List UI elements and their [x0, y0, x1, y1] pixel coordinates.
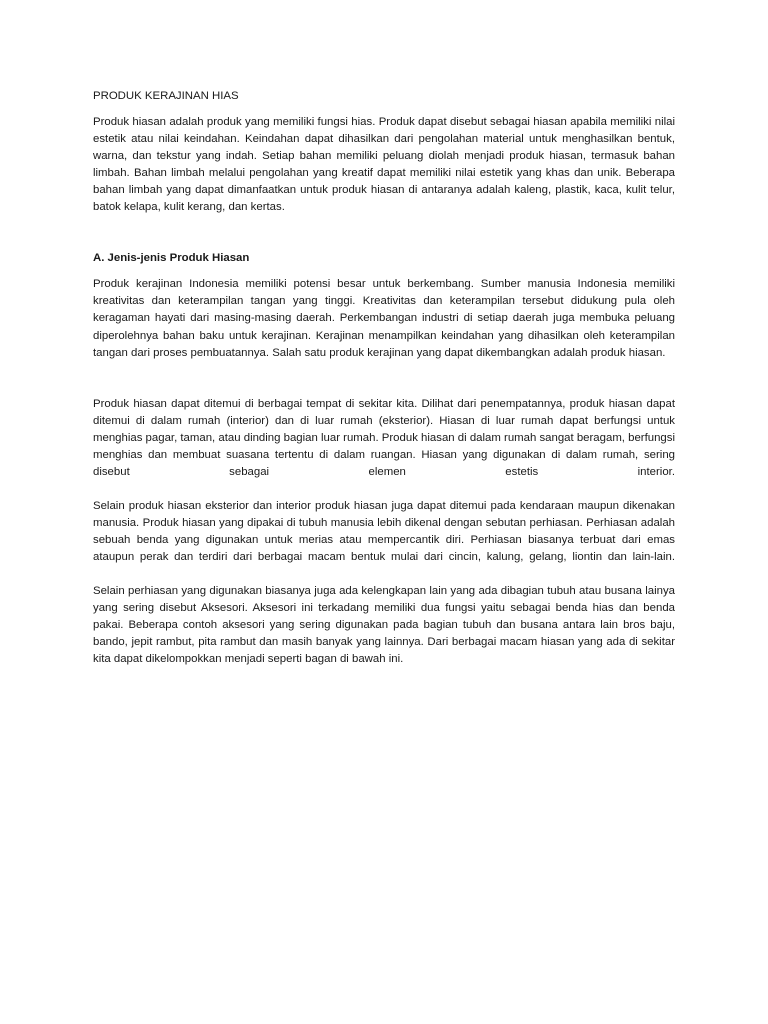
section-paragraph-3: Selain produk hiasan eksterior dan interior produk hiasan juga dapat ditemui pada kendaraan maupun dikenakan manusia. Produk hiasan yang dipakai di tubuh manusia lebih dikenal dengan sebutan perhiasan. Perhiasan adalah sebuah benda yang digunakan untuk merias atau mempercantik diri. Perhiasan biasanya terbuat dari emas ataupun perak dan terdiri dari berbagai macam bentuk mulai dari cincin, kalung, gelang, liontin dan lain-lain.: [93, 499, 675, 563]
document-title: PRODUK KERAJINAN HIAS: [93, 90, 239, 102]
document-body: [93, 88, 675, 668]
section-paragraph-2: Produk hiasan dapat ditemui di berbagai tempat di sekitar kita. Dilihat dari penempatannya, produk hiasan dapat ditemui di dalam rumah (interior) dan di luar rumah (eksterior). Hiasan di luar rumah dapat berfungsi untuk menghias pagar, taman, atau dinding bagian luar rumah. Produk hiasan di dalam rumah sangat beragam, berfungsi menghias dan membuat suasana tertentu di dalam ruangan. Hiasan yang digunakan di dalam rumah, sering disebut sebagai elemen estetis interior.: [93, 397, 675, 478]
section-paragraph-4: Selain perhiasan yang digunakan biasanya juga ada kelengkapan lain yang ada dibagian tubuh atau busana lainya yang sering disebut Aksesori. Aksesori ini terkadang memiliki dua fungsi yaitu sebagai benda hias dan benda pakai. Beberapa contoh aksesori yang sering digunakan pada bagian tubuh dan busana antara lain bros baju, bando, jepit rambut, pita rambut dan masih banyak yang lainnya. Dari berbagai macam hiasan yang ada di sekitar kita dapat dikelompokkan menjadi seperti bagan di bawah ini.: [93, 585, 675, 666]
section-heading: A. Jenis-jenis Produk Hiasan: [93, 252, 250, 265]
section-paragraph-1: Produk kerajinan Indonesia memiliki potensi besar untuk berkembang. Sumber manusia Indonesia memiliki kreativitas dan keterampilan tangan yang tinggi. Kreativitas dan keterampilan tersebut didukung pula oleh keragaman hayati dari masing-masing daerah. Perkembangan industri di setiap daerah juga membuka peluang diperolehnya bahan baku untuk kerajinan. Kerajinan menampilkan keindahan yang dihasilkan oleh keterampilan tangan dari proses pembuatannya. Salah satu produk kerajinan yang dapat dikembangkan adalah produk hiasan.: [93, 278, 675, 359]
intro-paragraph: Produk hiasan adalah produk yang memiliki fungsi hias. Produk dapat disebut sebagai hiasan apabila memiliki nilai estetik atau nilai keindahan. Keindahan dapat dihasilkan dari pengolahan material untuk menghasilkan bentuk, warna, dan tekstur yang indah. Setiap bahan memiliki peluang diolah menjadi produk hiasan, termasuk bahan limbah. Bahan limbah melalui pengolahan yang kreatif dapat memiliki nilai estetik yang khas dan unik. Beberapa bahan limbah yang dapat dimanfaatkan untuk produk hiasan di antaranya adalah kaleng, plastik, kaca, kulit telur, batok kelapa, kulit kerang, dan kertas.: [93, 116, 675, 214]
